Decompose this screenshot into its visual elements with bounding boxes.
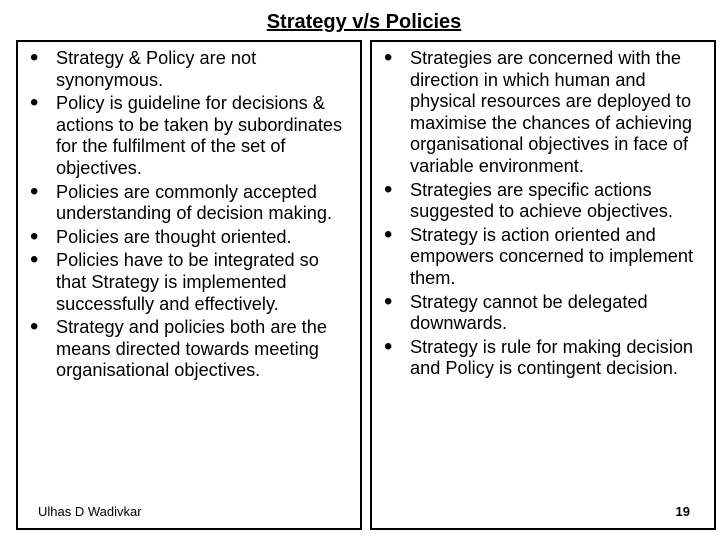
bullet-icon: •: [30, 246, 39, 274]
bullet-icon: •: [384, 175, 393, 203]
bullet-text: Policies have to be integrated so that Strategy is implemented successfully and effectively.: [56, 250, 319, 314]
bullet-text: Policies are thought oriented.: [56, 226, 292, 247]
bullet-icon: •: [384, 44, 393, 71]
bullet-text: Strategy cannot be delegated downwards.: [410, 291, 648, 334]
bullet-icon: •: [384, 332, 393, 360]
footer-author: Ulhas D Wadivkar: [38, 504, 142, 519]
left-panel: [16, 40, 362, 530]
bullet-text: Strategy is action oriented and empowers concerned to implement them.: [410, 224, 694, 288]
list-item: [28, 246, 352, 315]
bullet-icon: •: [30, 44, 39, 71]
bullet-icon: •: [30, 222, 39, 250]
bullet-icon: •: [30, 89, 39, 117]
bullet-text: Strategy & Policy are not synonymous.: [56, 48, 257, 90]
right-bullet-list: [372, 42, 714, 380]
bullet-icon: •: [30, 313, 39, 341]
list-item: [28, 44, 352, 91]
slide-title: Strategy v/s Policies: [266, 11, 462, 33]
list-item: [382, 332, 706, 380]
bullet-text: Strategy and policies both are the means directed towards meeting organisational objectives.: [56, 317, 327, 381]
bullet-text: Policy is guideline for decisions & actions to be taken by subordinates for the fulfilment of the set of objectives.: [56, 93, 343, 178]
bullet-icon: •: [30, 177, 39, 205]
bullet-text: Strategies are concerned with the direction in which human and physical resources are deployed to maximise the chances of achieving organisational objectives in face of variable environment.: [410, 48, 693, 176]
list-item: [382, 287, 706, 335]
list-item: [382, 175, 706, 223]
list-item: [28, 222, 352, 250]
list-item: [28, 177, 352, 225]
list-item: [28, 313, 352, 382]
bullet-text: Strategies are specific actions suggested to achieve objectives.: [410, 179, 673, 222]
left-bullet-list: [18, 42, 360, 382]
bullet-text: Strategy is rule for making decision and Policy is contingent decision.: [410, 336, 694, 379]
bullet-icon: •: [384, 287, 393, 315]
page-number: 19: [675, 504, 690, 519]
list-item: [382, 220, 706, 290]
bullet-icon: •: [384, 220, 393, 248]
list-item: [28, 89, 352, 179]
bullet-text: Policies are commonly accepted understanding of decision making.: [56, 181, 333, 224]
list-item: [382, 44, 706, 178]
right-panel: [370, 40, 716, 530]
